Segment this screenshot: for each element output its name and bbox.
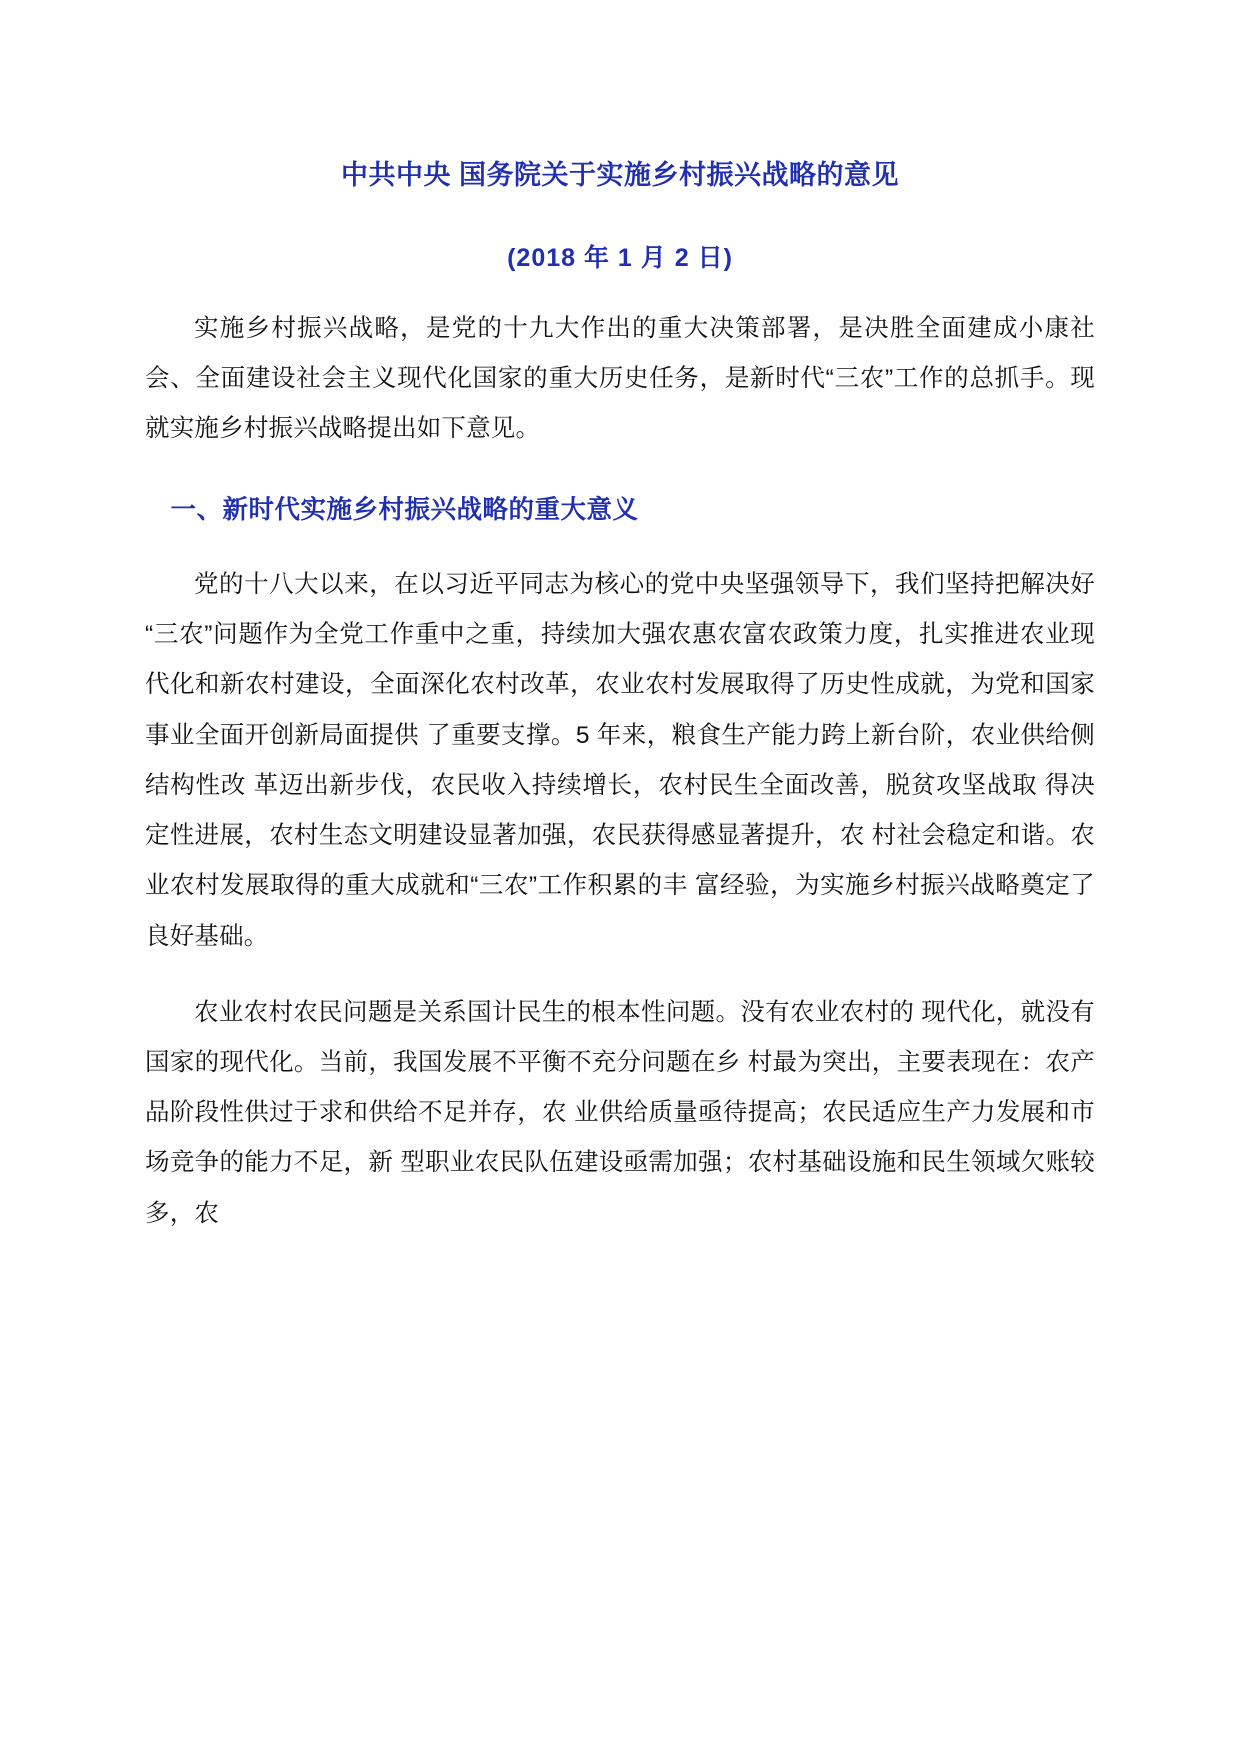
paragraph-body-2: 农业农村农民问题是关系国计民生的根本性问题。没有农业农村的 现代化，就没有国家的现代化。当前，我国发展不平衡不充分问题在乡 村最为突出，主要表现在：农产品阶段性供过于求和供给不足并存，农 业供给质量亟待提高；农民适应生产力发展和市场竞争的能力不足，新 型职业农民队伍建设亟需加强；农村基础设施和民生领域欠账较多，农 (145, 998, 1095, 1227)
paragraph-intro: 实施乡村振兴战略，是党的十九大作出的重大决策部署，是决胜全面建成小康社会、全面建设社会主义现代化国家的重大历史任务，是新时代“三农”工作的总抓手。现就实施乡村振兴战略提出如下意见。 (145, 314, 1095, 442)
page-title: 中共中央 国务院关于实施乡村振兴战略的意见 (340, 160, 899, 190)
document-date: (2018 年 1 月 2 日) (507, 243, 733, 272)
paragraph-body-1: 党的十八大以来，在以习近平同志为核心的党中央坚强领导下，我们坚持把解决好“三农”问题作为全党工作重中之重，持续加大强农惠农富农政策力度，扎实推进农业现代化和新农村建设，全面深化农村改革，农业农村发展取得了历史性成就，为党和国家事业全面开创新局面提供 了重要支撑。5 年来，粮食生产能力跨上新台阶，农业供给侧结构性改 革迈出新步伐，农民收入持续增长，农村民生全面改善，脱贫攻坚战取 得决定性进展，农村生态文明建设显著加强，农民获得感显著提升，农 村社会稳定和谐。农业农村发展取得的重大成就和“三农”工作积累的丰 富经验，为实施乡村振兴战略奠定了良好基础。 (145, 571, 1095, 950)
section-heading-1: 一、新时代实施乡村振兴战略的重大意义 (170, 496, 639, 525)
